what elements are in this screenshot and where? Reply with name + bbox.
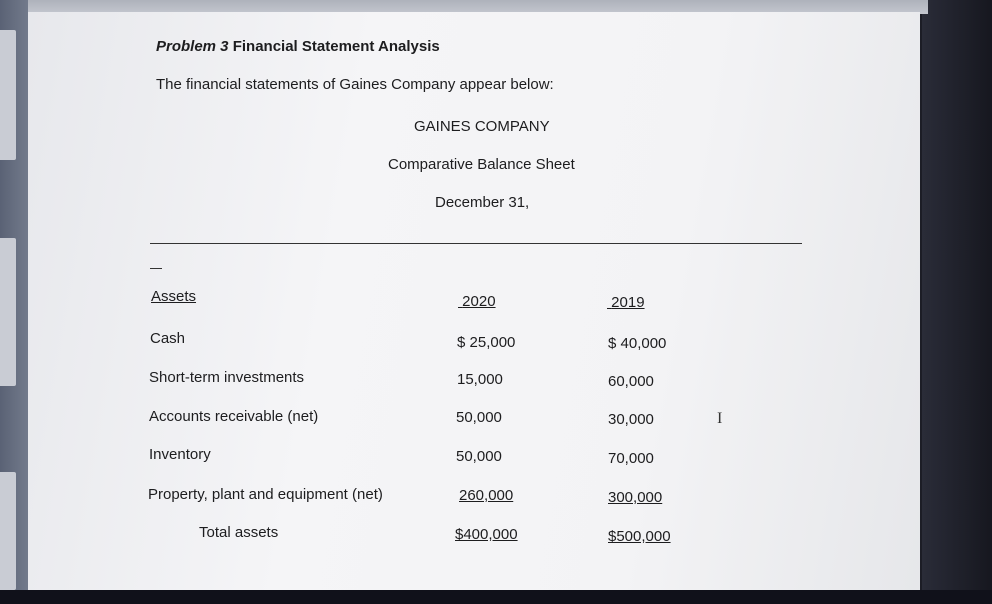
- cell-2020-property-plant-equipment: 260,000: [459, 487, 514, 504]
- problem-name: Financial Statement Analysis: [228, 38, 440, 55]
- left-window-edge: [0, 472, 16, 590]
- cell-2020-inventory: 50,000: [456, 448, 502, 465]
- cell-2019-accounts-receivable: 30,000: [608, 411, 654, 428]
- dash-mark: [150, 268, 162, 269]
- left-window-edge: [0, 30, 16, 160]
- cell-2019-cash: $ 40,000: [608, 335, 667, 352]
- cell-2020-total-assets: $400,000: [455, 526, 518, 543]
- assets-header: Assets: [151, 288, 197, 305]
- cell-2019-total-assets: $500,000: [608, 528, 671, 545]
- cell-2019-property-plant-equipment: 300,000: [608, 489, 663, 506]
- statement-title: Comparative Balance Sheet: [388, 156, 575, 173]
- row-label-accounts-receivable: Accounts receivable (net): [149, 408, 319, 425]
- cell-2020-short-term-investments: 15,000: [457, 371, 503, 388]
- header-divider: [150, 243, 802, 244]
- row-label-property-plant-equipment: Property, plant and equipment (net): [148, 486, 383, 503]
- problem-title: [156, 38, 440, 55]
- company-name: GAINES COMPANY: [414, 118, 550, 135]
- row-label-short-term-investments: Short-term investments: [149, 369, 305, 386]
- cell-2020-accounts-receivable: 50,000: [456, 409, 502, 426]
- column-header-2019: 2019: [611, 294, 645, 311]
- row-label-total-assets: Total assets: [199, 524, 279, 541]
- left-window-edge: [0, 238, 16, 386]
- cell-2019-inventory: 70,000: [608, 450, 654, 467]
- cell-2019-short-term-investments: 60,000: [608, 373, 654, 390]
- intro-text: The financial statements of Gaines Company appear below:: [156, 76, 554, 93]
- statement-date: December 31,: [435, 194, 530, 211]
- problem-number: Problem 3: [156, 38, 229, 55]
- row-label-inventory: Inventory: [149, 446, 211, 463]
- screen-bottom-bezel: [0, 590, 992, 604]
- cell-2020-cash: $ 25,000: [457, 334, 516, 351]
- right-background-panel: [922, 0, 992, 604]
- row-label-cash: Cash: [150, 330, 186, 347]
- column-header-2020: 2020: [462, 293, 496, 310]
- document-page: [28, 12, 920, 590]
- text-cursor-icon: I: [717, 410, 723, 427]
